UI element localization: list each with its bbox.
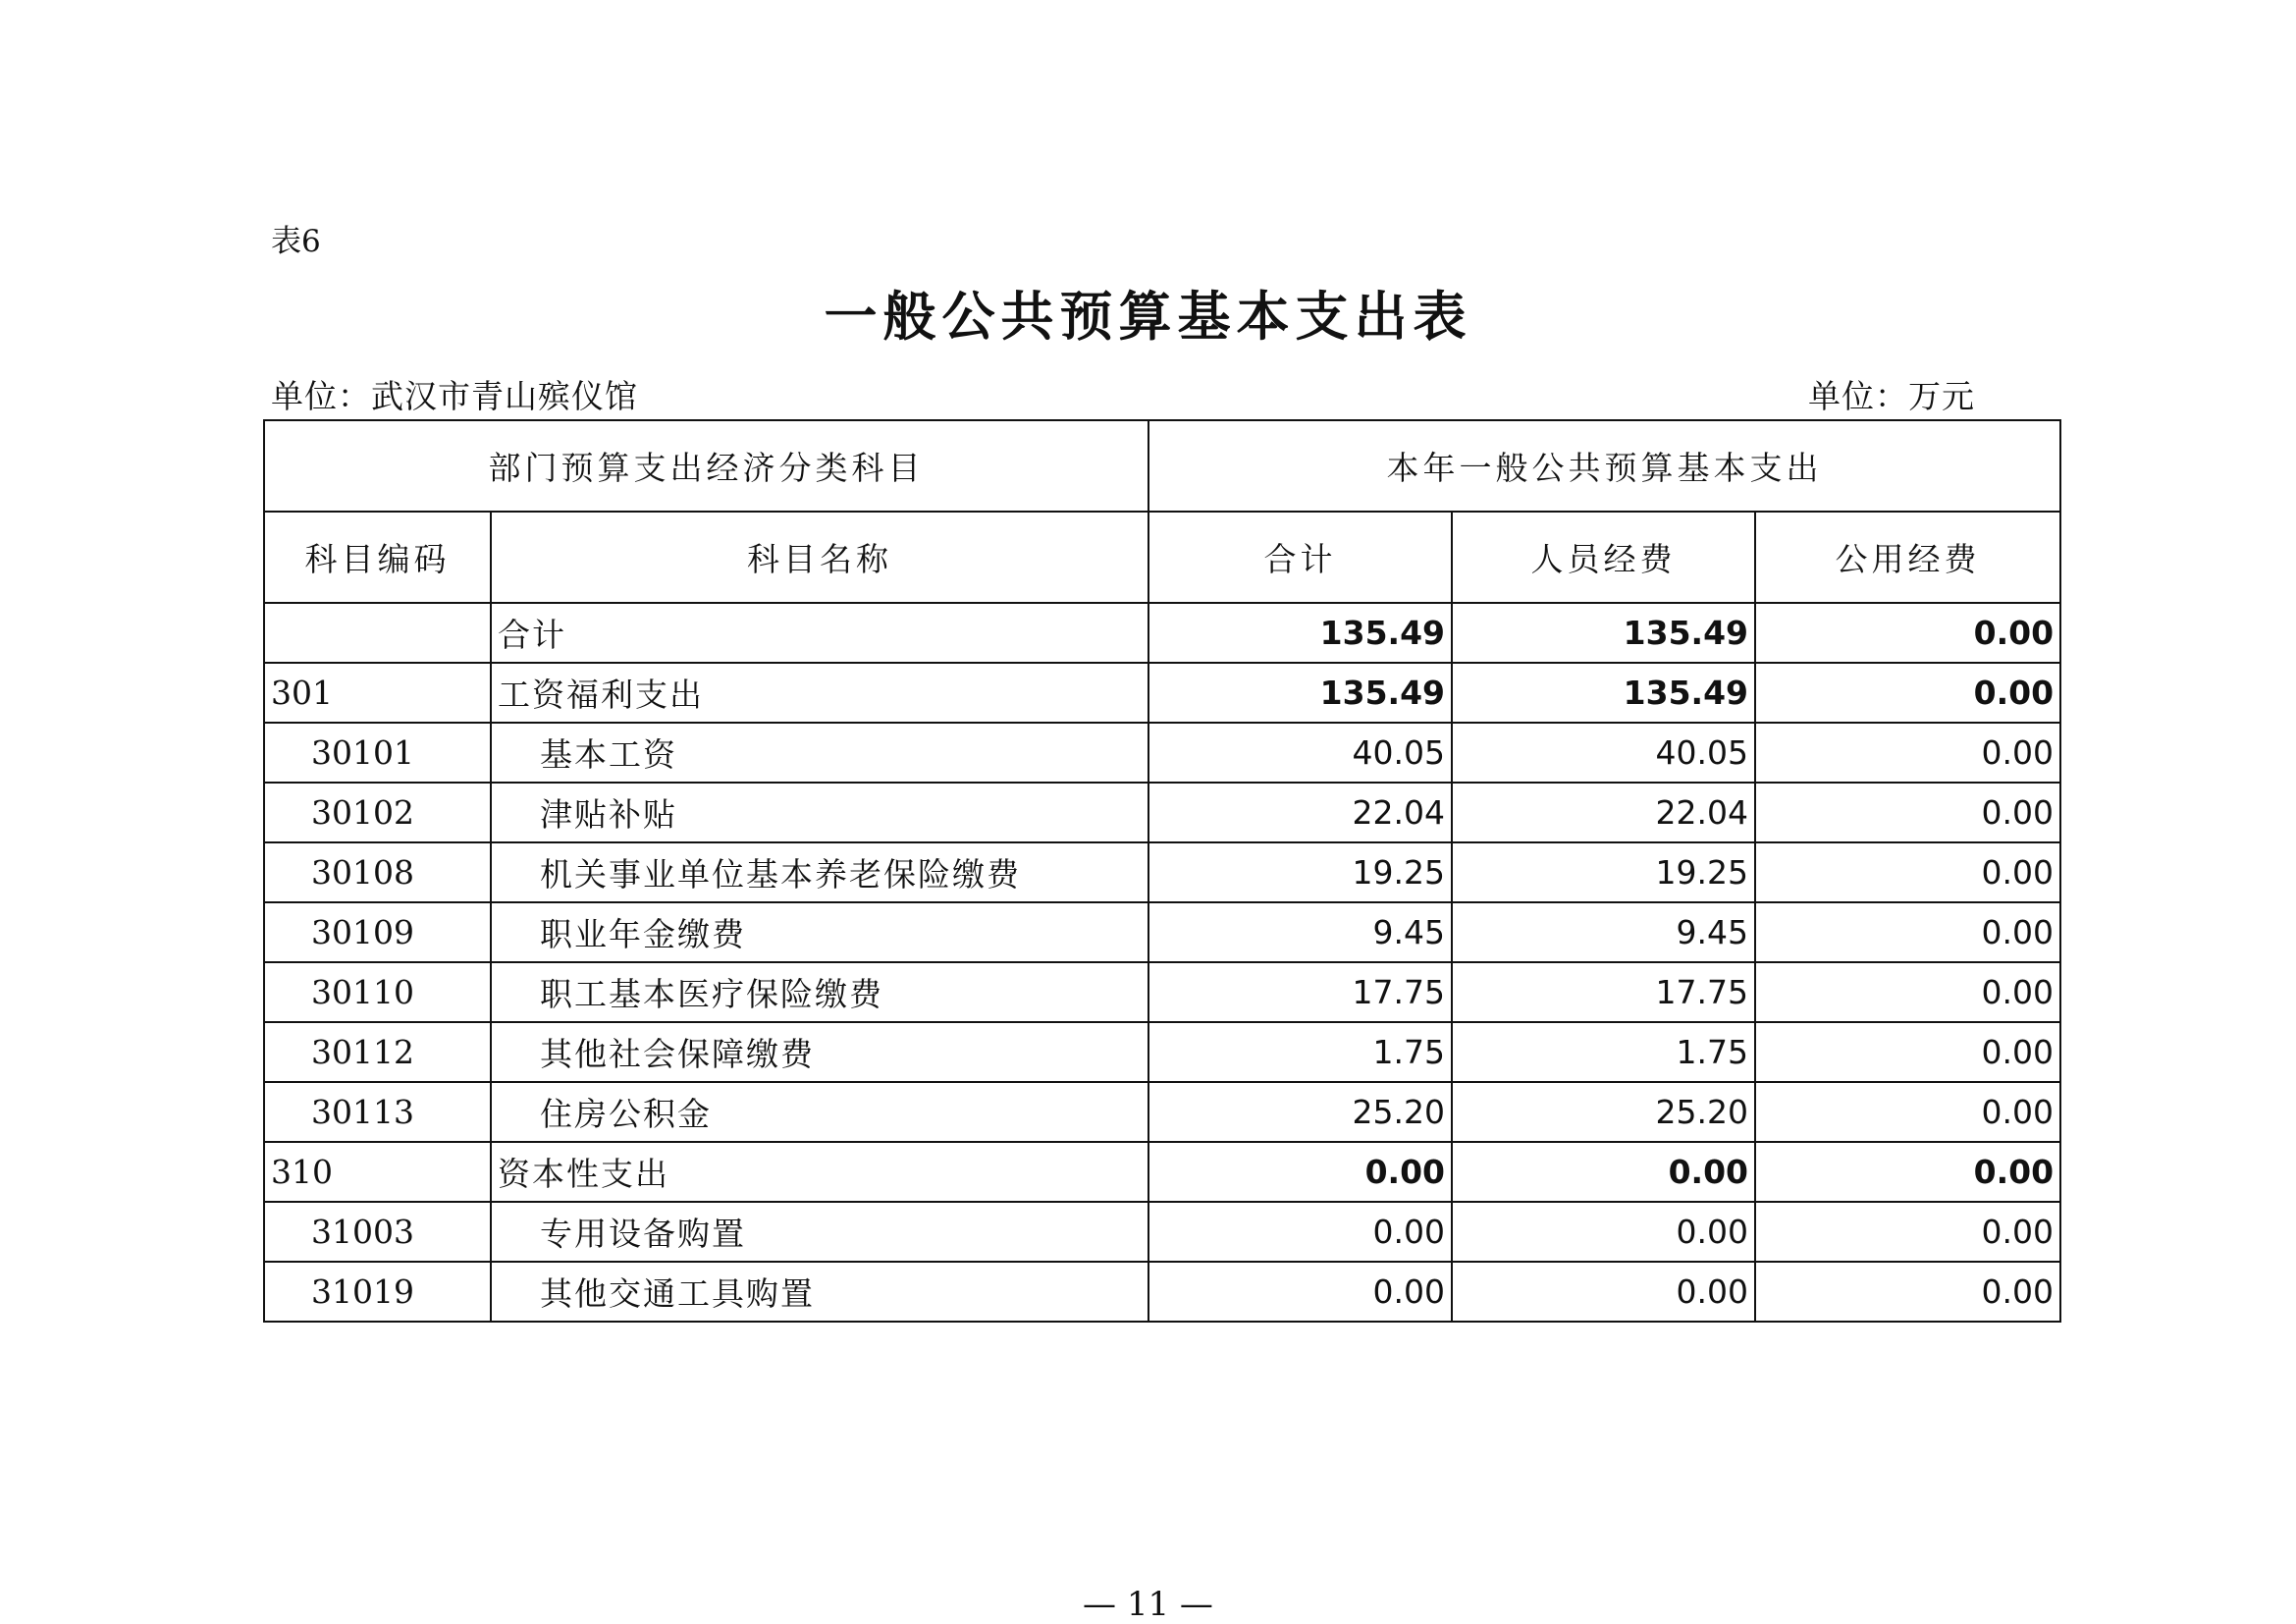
table-row xyxy=(264,663,2060,723)
row-code xyxy=(264,603,491,663)
row-code: 30102 xyxy=(264,783,491,842)
header-public: 公用经费 xyxy=(1755,512,2060,603)
row-total: 40.05 xyxy=(1148,723,1452,783)
header-code: 科目编码 xyxy=(264,512,491,603)
row-public: 0.00 xyxy=(1755,783,2060,842)
row-public: 0.00 xyxy=(1755,1142,2060,1202)
row-total: 19.25 xyxy=(1148,842,1452,902)
row-name: 基本工资 xyxy=(491,723,1148,783)
header-total: 合计 xyxy=(1148,512,1452,603)
row-personnel: 17.75 xyxy=(1452,962,1755,1022)
row-public: 0.00 xyxy=(1755,723,2060,783)
row-personnel: 135.49 xyxy=(1452,603,1755,663)
row-total: 22.04 xyxy=(1148,783,1452,842)
row-public: 0.00 xyxy=(1755,902,2060,962)
table-row xyxy=(264,1082,2060,1142)
table-row xyxy=(264,1142,2060,1202)
table-row xyxy=(264,783,2060,842)
unit-currency: 单位：万元 xyxy=(1808,377,1975,415)
row-name: 津贴补贴 xyxy=(491,783,1148,842)
table-row xyxy=(264,842,2060,902)
row-public: 0.00 xyxy=(1755,603,2060,663)
row-total: 25.20 xyxy=(1148,1082,1452,1142)
row-personnel: 0.00 xyxy=(1452,1142,1755,1202)
row-personnel: 135.49 xyxy=(1452,663,1755,723)
row-code: 31003 xyxy=(264,1202,491,1262)
table-row xyxy=(264,723,2060,783)
row-total: 17.75 xyxy=(1148,962,1452,1022)
page-title: 一般公共预算基本支出表 xyxy=(824,285,1472,348)
row-total: 0.00 xyxy=(1148,1262,1452,1322)
unit-organization: 单位：武汉市青山殡仪馆 xyxy=(271,377,638,415)
row-code: 31019 xyxy=(264,1262,491,1322)
table-row xyxy=(264,962,2060,1022)
header-annual-basic-expenditure: 本年一般公共预算基本支出 xyxy=(1148,420,2060,512)
row-personnel: 22.04 xyxy=(1452,783,1755,842)
row-total: 1.75 xyxy=(1148,1022,1452,1082)
header-name: 科目名称 xyxy=(491,512,1148,603)
row-code: 30108 xyxy=(264,842,491,902)
row-name: 住房公积金 xyxy=(491,1082,1148,1142)
row-total: 135.49 xyxy=(1148,603,1452,663)
row-name: 资本性支出 xyxy=(491,1142,1148,1202)
row-public: 0.00 xyxy=(1755,1202,2060,1262)
row-personnel: 40.05 xyxy=(1452,723,1755,783)
table-row xyxy=(264,1262,2060,1322)
table-row xyxy=(264,1202,2060,1262)
row-personnel: 0.00 xyxy=(1452,1202,1755,1262)
row-name: 工资福利支出 xyxy=(491,663,1148,723)
header-row-columns xyxy=(264,512,2060,603)
row-total: 9.45 xyxy=(1148,902,1452,962)
row-total: 0.00 xyxy=(1148,1202,1452,1262)
row-name: 职业年金缴费 xyxy=(491,902,1148,962)
row-public: 0.00 xyxy=(1755,1022,2060,1082)
header-row-group xyxy=(264,420,2060,512)
row-code: 30113 xyxy=(264,1082,491,1142)
table-number: 表6 xyxy=(271,224,321,259)
row-personnel: 25.20 xyxy=(1452,1082,1755,1142)
row-public: 0.00 xyxy=(1755,842,2060,902)
row-name: 机关事业单位基本养老保险缴费 xyxy=(491,842,1148,902)
budget-table xyxy=(263,419,2061,1323)
row-personnel: 9.45 xyxy=(1452,902,1755,962)
row-code: 30101 xyxy=(264,723,491,783)
row-public: 0.00 xyxy=(1755,1082,2060,1142)
row-total: 135.49 xyxy=(1148,663,1452,723)
row-code: 30109 xyxy=(264,902,491,962)
row-code: 30110 xyxy=(264,962,491,1022)
row-public: 0.00 xyxy=(1755,663,2060,723)
row-total: 0.00 xyxy=(1148,1142,1452,1202)
row-name: 其他社会保障缴费 xyxy=(491,1022,1148,1082)
row-name: 专用设备购置 xyxy=(491,1202,1148,1262)
row-code: 301 xyxy=(264,663,491,723)
table-row xyxy=(264,603,2060,663)
row-public: 0.00 xyxy=(1755,962,2060,1022)
row-personnel: 1.75 xyxy=(1452,1022,1755,1082)
header-economic-classification: 部门预算支出经济分类科目 xyxy=(264,420,1148,512)
row-code: 30112 xyxy=(264,1022,491,1082)
table-row xyxy=(264,902,2060,962)
table-row xyxy=(264,1022,2060,1082)
row-personnel: 19.25 xyxy=(1452,842,1755,902)
header-personnel: 人员经费 xyxy=(1452,512,1755,603)
row-name: 职工基本医疗保险缴费 xyxy=(491,962,1148,1022)
row-name: 其他交通工具购置 xyxy=(491,1262,1148,1322)
page-number: — 11 — xyxy=(1083,1585,1213,1624)
row-name: 合计 xyxy=(491,603,1148,663)
row-personnel: 0.00 xyxy=(1452,1262,1755,1322)
row-code: 310 xyxy=(264,1142,491,1202)
row-public: 0.00 xyxy=(1755,1262,2060,1322)
